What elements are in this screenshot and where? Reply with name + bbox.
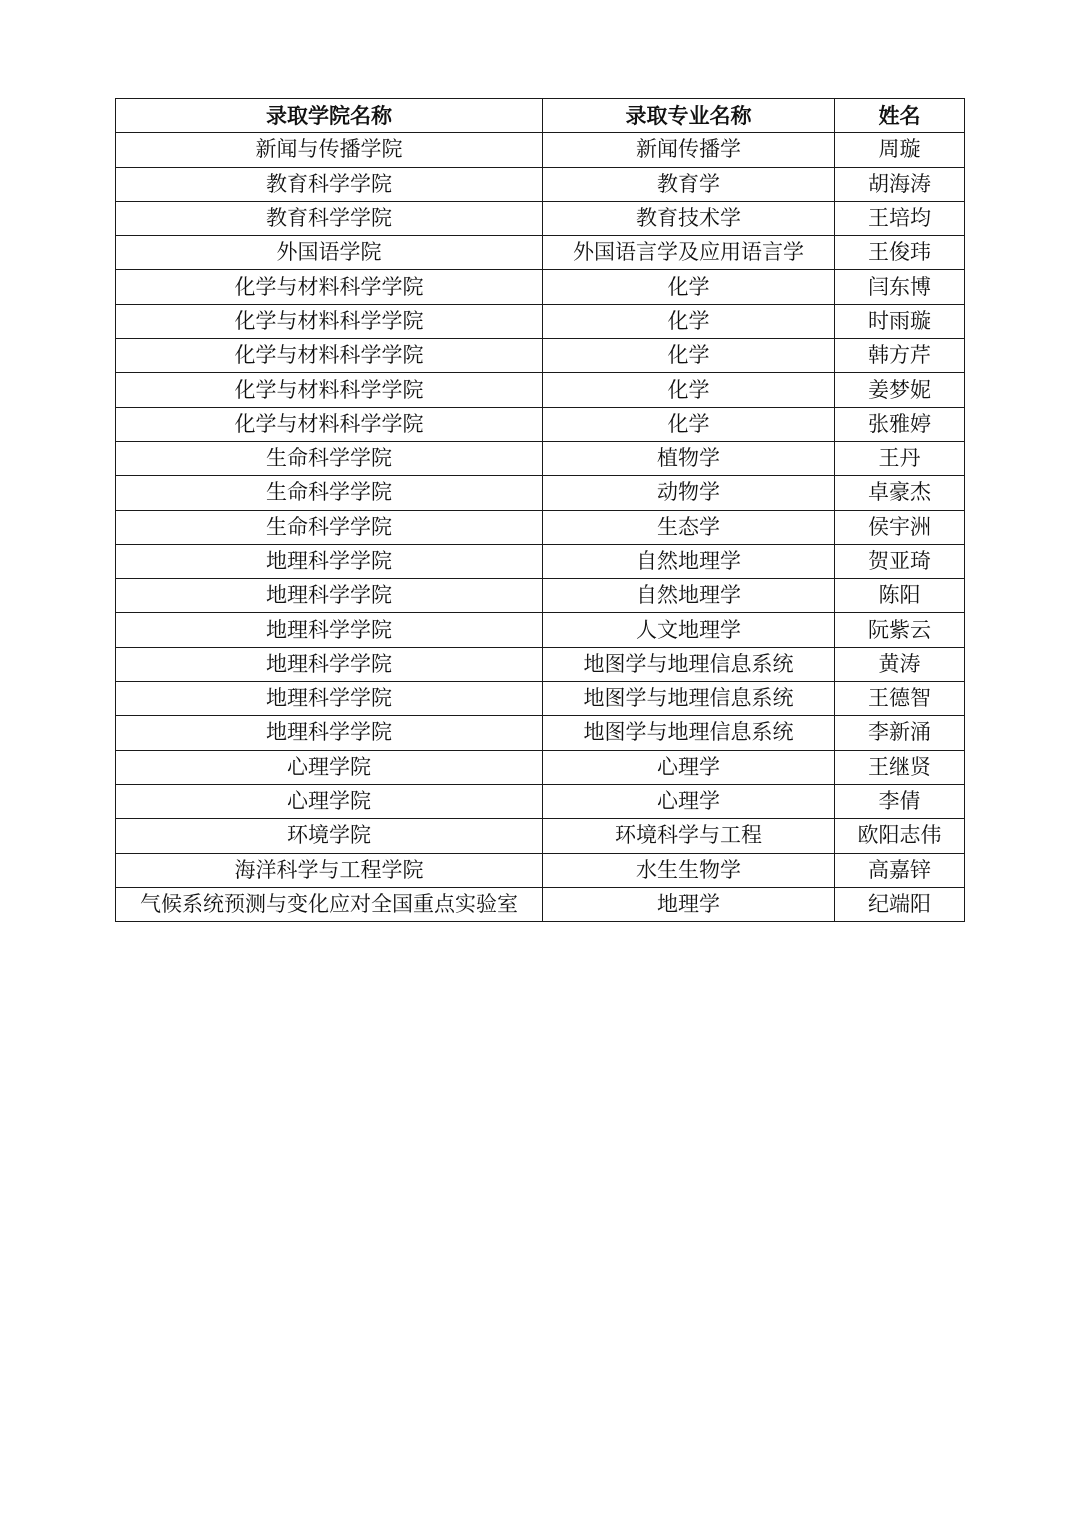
- student-name-cell: 周璇: [835, 133, 965, 167]
- major-cell: 自然地理学: [543, 579, 835, 613]
- student-name-cell: 胡海涛: [835, 167, 965, 201]
- header-major: 录取专业名称: [543, 99, 835, 133]
- table-row: [116, 304, 965, 338]
- major-cell: 自然地理学: [543, 544, 835, 578]
- major-cell: 地图学与地理信息系统: [543, 716, 835, 750]
- table-row: [116, 441, 965, 475]
- major-cell: 化学: [543, 270, 835, 304]
- table-row: [116, 887, 965, 921]
- student-name-cell: 姜梦妮: [835, 373, 965, 407]
- student-name-cell: 欧阳志伟: [835, 819, 965, 853]
- table-row: [116, 133, 965, 167]
- college-cell: 生命科学学院: [116, 476, 543, 510]
- table-row: [116, 579, 965, 613]
- table-row: [116, 407, 965, 441]
- college-cell: 地理科学学院: [116, 682, 543, 716]
- major-cell: 地图学与地理信息系统: [543, 682, 835, 716]
- table-row: [116, 716, 965, 750]
- table-header-row: [116, 99, 965, 133]
- major-cell: 化学: [543, 304, 835, 338]
- college-cell: 生命科学学院: [116, 510, 543, 544]
- student-name-cell: 陈阳: [835, 579, 965, 613]
- major-cell: 教育学: [543, 167, 835, 201]
- student-name-cell: 黄涛: [835, 647, 965, 681]
- student-name-cell: 卓豪杰: [835, 476, 965, 510]
- student-name-cell: 高嘉锌: [835, 853, 965, 887]
- student-name-cell: 侯宇洲: [835, 510, 965, 544]
- college-cell: 化学与材料科学学院: [116, 304, 543, 338]
- table-row: [116, 853, 965, 887]
- college-cell: 环境学院: [116, 819, 543, 853]
- table-row: [116, 613, 965, 647]
- student-name-cell: 王德智: [835, 682, 965, 716]
- college-cell: 生命科学学院: [116, 441, 543, 475]
- table-row: [116, 544, 965, 578]
- student-name-cell: 时雨璇: [835, 304, 965, 338]
- college-cell: 地理科学学院: [116, 544, 543, 578]
- major-cell: 新闻传播学: [543, 133, 835, 167]
- table-row: [116, 236, 965, 270]
- table-row: [116, 373, 965, 407]
- table-row: [116, 270, 965, 304]
- college-cell: 地理科学学院: [116, 716, 543, 750]
- major-cell: 水生生物学: [543, 853, 835, 887]
- table-row: [116, 167, 965, 201]
- college-cell: 新闻与传播学院: [116, 133, 543, 167]
- student-name-cell: 王俊玮: [835, 236, 965, 270]
- student-name-cell: 贺亚琦: [835, 544, 965, 578]
- student-name-cell: 韩方芹: [835, 339, 965, 373]
- student-name-cell: 闫东博: [835, 270, 965, 304]
- college-cell: 海洋科学与工程学院: [116, 853, 543, 887]
- student-name-cell: 李新涌: [835, 716, 965, 750]
- major-cell: 动物学: [543, 476, 835, 510]
- college-cell: 心理学院: [116, 750, 543, 784]
- student-name-cell: 王丹: [835, 441, 965, 475]
- major-cell: 生态学: [543, 510, 835, 544]
- major-cell: 植物学: [543, 441, 835, 475]
- college-cell: 教育科学学院: [116, 201, 543, 235]
- table-row: [116, 750, 965, 784]
- college-cell: 地理科学学院: [116, 613, 543, 647]
- major-cell: 环境科学与工程: [543, 819, 835, 853]
- major-cell: 化学: [543, 339, 835, 373]
- table-row: [116, 819, 965, 853]
- table-row: [116, 682, 965, 716]
- college-cell: 心理学院: [116, 784, 543, 818]
- major-cell: 外国语言学及应用语言学: [543, 236, 835, 270]
- table-row: [116, 784, 965, 818]
- student-name-cell: 李倩: [835, 784, 965, 818]
- college-cell: 地理科学学院: [116, 647, 543, 681]
- college-cell: 化学与材料科学学院: [116, 407, 543, 441]
- college-cell: 教育科学学院: [116, 167, 543, 201]
- college-cell: 气候系统预测与变化应对全国重点实验室: [116, 887, 543, 921]
- college-cell: 化学与材料科学学院: [116, 339, 543, 373]
- admission-table: [115, 98, 965, 922]
- header-college: 录取学院名称: [116, 99, 543, 133]
- table-row: [116, 201, 965, 235]
- major-cell: 化学: [543, 407, 835, 441]
- major-cell: 教育技术学: [543, 201, 835, 235]
- student-name-cell: 王继贤: [835, 750, 965, 784]
- table-row: [116, 647, 965, 681]
- student-name-cell: 王培均: [835, 201, 965, 235]
- major-cell: 地图学与地理信息系统: [543, 647, 835, 681]
- table-row: [116, 510, 965, 544]
- major-cell: 人文地理学: [543, 613, 835, 647]
- college-cell: 化学与材料科学学院: [116, 373, 543, 407]
- college-cell: 外国语学院: [116, 236, 543, 270]
- header-name: 姓名: [835, 99, 965, 133]
- student-name-cell: 阮紫云: [835, 613, 965, 647]
- major-cell: 地理学: [543, 887, 835, 921]
- college-cell: 化学与材料科学学院: [116, 270, 543, 304]
- student-name-cell: 张雅婷: [835, 407, 965, 441]
- major-cell: 化学: [543, 373, 835, 407]
- student-name-cell: 纪端阳: [835, 887, 965, 921]
- major-cell: 心理学: [543, 784, 835, 818]
- college-cell: 地理科学学院: [116, 579, 543, 613]
- admission-list: [115, 98, 964, 922]
- major-cell: 心理学: [543, 750, 835, 784]
- table-row: [116, 476, 965, 510]
- table-row: [116, 339, 965, 373]
